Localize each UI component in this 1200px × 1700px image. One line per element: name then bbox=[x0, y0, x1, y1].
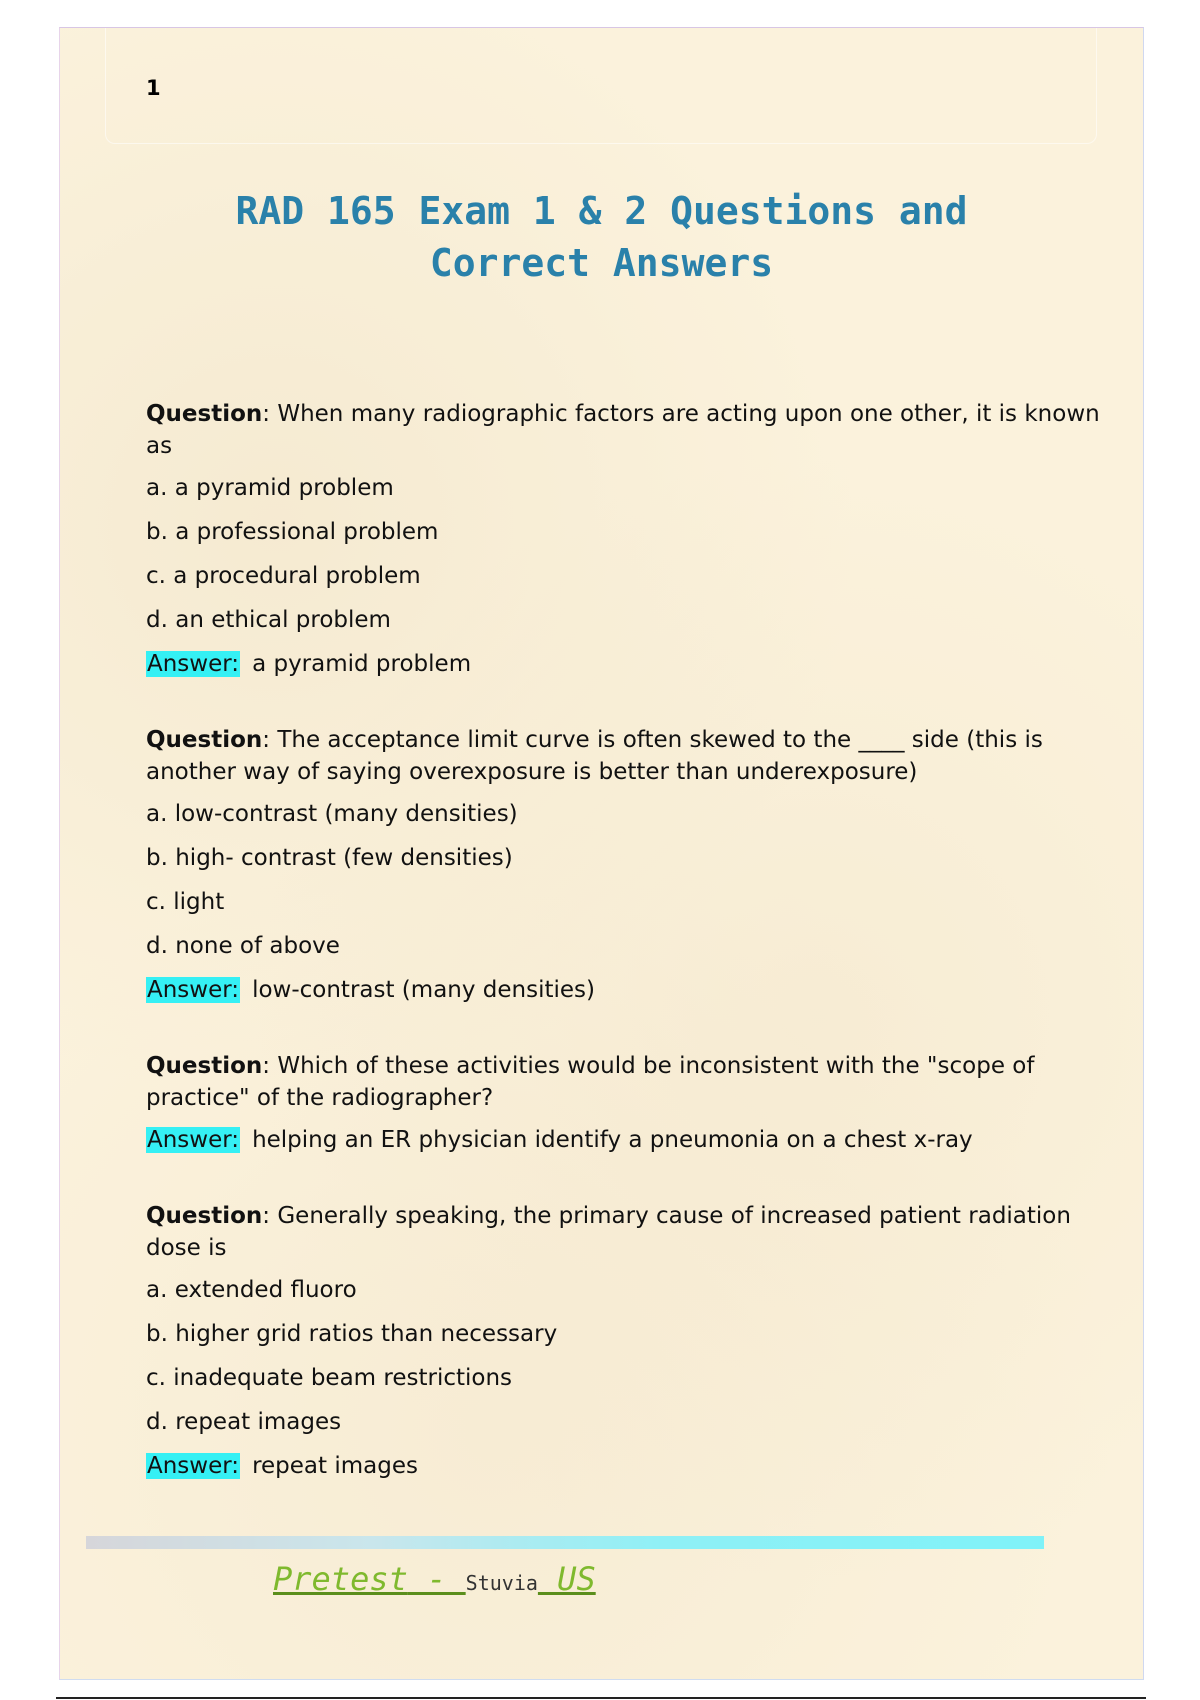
answer-text: repeat images bbox=[252, 1453, 418, 1479]
answer-row bbox=[146, 974, 1106, 1006]
footer-pretest: Pretest bbox=[273, 1560, 408, 1598]
footer-stuvia: Stuvia bbox=[465, 1571, 538, 1595]
document-title bbox=[60, 185, 1143, 289]
title-line-2: Correct Answers bbox=[429, 241, 774, 285]
answer-option: b. high- contrast (few densities) bbox=[146, 845, 513, 871]
question-body: : The acceptance limit curve is often skewed to the ____ side (this is another way of saying overexposure is better than underexposure) bbox=[146, 727, 1043, 785]
answer-row bbox=[146, 1124, 1106, 1156]
footer-watermark bbox=[273, 1560, 596, 1598]
question-label: Question bbox=[146, 1203, 263, 1229]
question-block bbox=[146, 1050, 1106, 1156]
question-label: Question bbox=[146, 401, 263, 427]
question-body: : Which of these activities would be inconsistent with the "scope of practice" of the radiographer? bbox=[146, 1053, 1035, 1111]
question-label: Question bbox=[146, 727, 263, 753]
answer-option: b. higher grid ratios than necessary bbox=[146, 1321, 558, 1347]
answer-option: b. a professional problem bbox=[146, 519, 439, 545]
page-number: 1 bbox=[146, 76, 161, 100]
answer-option: d. repeat images bbox=[146, 1409, 342, 1435]
answer-text: helping an ER physician identify a pneumonia on a chest x-ray bbox=[252, 1127, 973, 1153]
question-label: Question bbox=[146, 1053, 263, 1079]
answer-option: c. a procedural problem bbox=[146, 563, 421, 589]
answer-row bbox=[146, 1450, 1106, 1482]
answer-option: c. inadequate beam restrictions bbox=[146, 1365, 513, 1391]
question-text bbox=[146, 398, 1106, 462]
answer-label: Answer: bbox=[147, 977, 240, 1003]
title-line-1: RAD 165 Exam 1 & 2 Questions and bbox=[235, 189, 968, 233]
answer-option: a. low-contrast (many densities) bbox=[146, 801, 518, 827]
question-body: : When many radiographic factors are acting upon one other, it is known as bbox=[146, 401, 1100, 459]
question-text bbox=[146, 724, 1106, 788]
answer-text: low-contrast (many densities) bbox=[252, 977, 595, 1003]
header-box bbox=[105, 28, 1097, 144]
footer-us: US bbox=[537, 1560, 596, 1598]
questions-list bbox=[146, 398, 1106, 1526]
answer-option: d. none of above bbox=[146, 933, 340, 959]
document-page bbox=[59, 27, 1144, 1680]
footer-dash: - bbox=[407, 1560, 466, 1598]
answer-option: c. light bbox=[146, 889, 225, 915]
bottom-rule bbox=[56, 1697, 1146, 1699]
question-block bbox=[146, 398, 1106, 680]
question-text bbox=[146, 1050, 1106, 1114]
question-body: : Generally speaking, the primary cause of increased patient radiation dose is bbox=[146, 1203, 1071, 1261]
answer-option: d. an ethical problem bbox=[146, 607, 391, 633]
answer-label: Answer: bbox=[147, 651, 240, 677]
question-block bbox=[146, 1200, 1106, 1482]
answer-option: a. extended fluoro bbox=[146, 1277, 357, 1303]
footer-divider-bar bbox=[86, 1536, 1044, 1549]
answer-option: a. a pyramid problem bbox=[146, 475, 394, 501]
answer-text: a pyramid problem bbox=[252, 651, 472, 677]
answer-label: Answer: bbox=[147, 1453, 240, 1479]
answer-label: Answer: bbox=[147, 1127, 240, 1153]
question-text bbox=[146, 1200, 1106, 1264]
question-block bbox=[146, 724, 1106, 1006]
answer-row bbox=[146, 648, 1106, 680]
